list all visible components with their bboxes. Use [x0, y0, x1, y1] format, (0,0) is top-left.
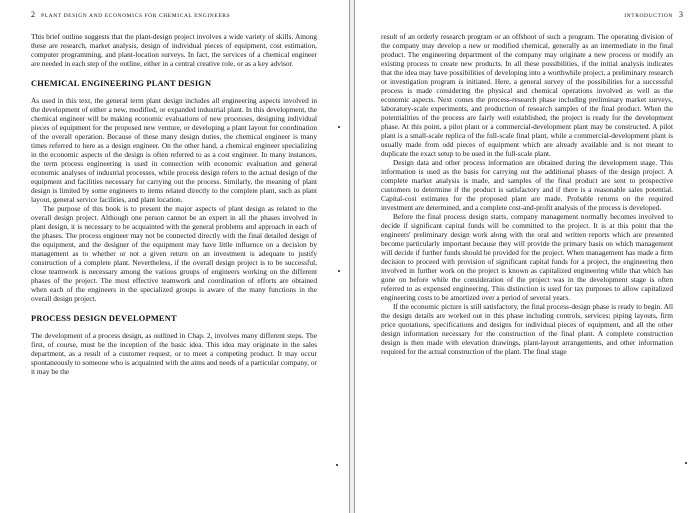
left-running-head	[31, 10, 230, 19]
right-running-head-text: INTRODUCTION	[624, 13, 673, 19]
margin-dot	[338, 126, 340, 128]
right-paragraph-2: Design data and other process information are obtained during the development stage. This information is used as the basis for carrying out the additional phases of the design project. A complete market analysis is made, and samples of the final product are sent to prospective customers to determine if the product is satisfactory and if there is a reasonable sales potential. Capital-cost estimates for the proposed plant are made. Probable returns on the required investment are determined, and a complete cost-and-profit analysis of the process is developed.	[381, 158, 673, 212]
right-page	[354, 0, 697, 513]
left-page-number: 2	[31, 10, 35, 19]
section-heading-process-design: PROCESS DESIGN DEVELOPMENT	[31, 314, 177, 323]
right-running-head	[624, 10, 683, 19]
right-text-column	[381, 32, 673, 356]
left-running-head-text: PLANT DESIGN AND ECONOMICS FOR CHEMICAL ENGINEERS	[41, 13, 231, 19]
process-design-paragraph-1: The development of a process design, as outlined in Chap. 2, involves many different steps. The first, of course, must be the inception of the basic idea. This idea may originate in the sales department, as a result of a customer request, or to meet a competing product. It may occur spontaneously to someone who is acquainted with the aims and needs of a particular company, or it may be the	[31, 331, 317, 376]
right-page-number: 3	[679, 10, 683, 19]
right-paragraph-4: If the economic picture is still satisfactory, the final process-design phase is ready to begin. All the design details are worked out in this phase including controls, services; piping layouts, firm price quotations, specifications and designs for individual pieces of equipment, and all the other design information necessary for the construction of the final plant. A complete construction design is then made with elevation drawings, plant-layout arrangements, and other information required for the actual construction of the plant. The final stage	[381, 302, 673, 356]
plant-design-paragraph-2: The purpose of this book is to present the major aspects of plant design as related to the overall design project. Although one person cannot be an expert in all the phases involved in plant design, it is necessary to be acquainted with the general problems and approach in each of the phases. The process engineer may not be connected directly with the final detailed design of the equipment, and the designer of the equipment may have little influence on a decision by management as to whether or not a given return on an investment is adequate to justify construction of a complete plant. Nevertheless, if the overall design project is to be successful, close teamwork is necessary among the various groups of engineers working on the different phases of the project. The most effective teamwork and coordination of efforts are obtained when each of the engineers in the specialized groups is aware of the many functions in the overall design project.	[31, 204, 317, 303]
left-text-column	[31, 32, 317, 376]
margin-dot	[685, 462, 687, 464]
margin-dot	[338, 270, 340, 272]
right-paragraph-3: Before the final process design starts, company management normally becomes involved to decide if significant capital funds will be committed to the project. It is at this point that the engineers' preliminary design work along with the oral and written reports which are presented become particularly important because they will provide the primary basis on which management will decide if further funds should be provided for the project. When management has made a firm decision to proceed with provision of significant capital funds for a project, the engineering then involved in further work on the project is known as capitalized engineering while that which has gone on before while the consideration of the project was in the development stage is often referred to as expensed engineering. This distinction is used for tax purposes to allow capitalized engineering costs to be amortized over a period of several years.	[381, 212, 673, 302]
intro-paragraph: This brief outline suggests that the plant-design project involves a wide variety of skills. Among these are research, market analysis, design of individual pieces of equipment, cost estimation, computer programming, and plant-location surveys. In fact, the services of a chemical engineer are needed in each step of the outline, either in a central creative role, or as a key advisor.	[31, 32, 317, 68]
section-heading-plant-design: CHEMICAL ENGINEERING PLANT DESIGN	[31, 79, 212, 88]
plant-design-paragraph-1: As used in this text, the general term plant design includes all engineering aspects involved in the development of either a new, modified, or expanded industrial plant. In this development, the chemical engineer will be making economic evaluations of new processes, designing individual pieces of equipment for the proposed new venture, or developing a plant layout for coordination of the overall operation. Because of these many design duties, the chemical engineer is many times referred to here as a design engineer. On the other hand, a chemical engineer specializing in the economic aspects of the design is often referred to as a cost engineer. In many instances, the term process engineering is used in connection with economic evaluation and general economic analyses of industrial processes, while process design refers to the actual design of the equipment and facilities necessary for carrying out the process. Similarly, the meaning of plant design is limited by some engineers to items related directly to the complete plant, such as plant layout, general service facilities, and plant location.	[31, 96, 317, 204]
margin-dot	[336, 464, 338, 466]
right-paragraph-1: result of an orderly research program or an offshoot of such a program. The operating division of the company may develop a new or modified chemical, generally as an intermediate in the final product. The engineering department of the company may originate a new process or modify an existing process to create new products. In all these possibilities, if the initial analysis indicates that the idea may have possibilities of developing into a worthwhile project, a preliminary research or investigation program is initiated. Here, a general survey of the possibilities for a successful process is made considering the physical and chemical operations involved as well as the economic aspects. Next comes the process-research phase including preliminary market surveys, laboratory-scale experiments, and production of research samples of the final product. When the potentialities of the process are fairly well established, the project is ready for the development phase. At this point, a pilot plant or a commercial-development plant may be constructed. A pilot plant is a small-scale replica of the full-scale final plant, while a commercial-development plant is usually made from odd pieces of equipment which are already available and is not meant to duplicate the exact setup to be used in the full-scale plant.	[381, 32, 673, 158]
